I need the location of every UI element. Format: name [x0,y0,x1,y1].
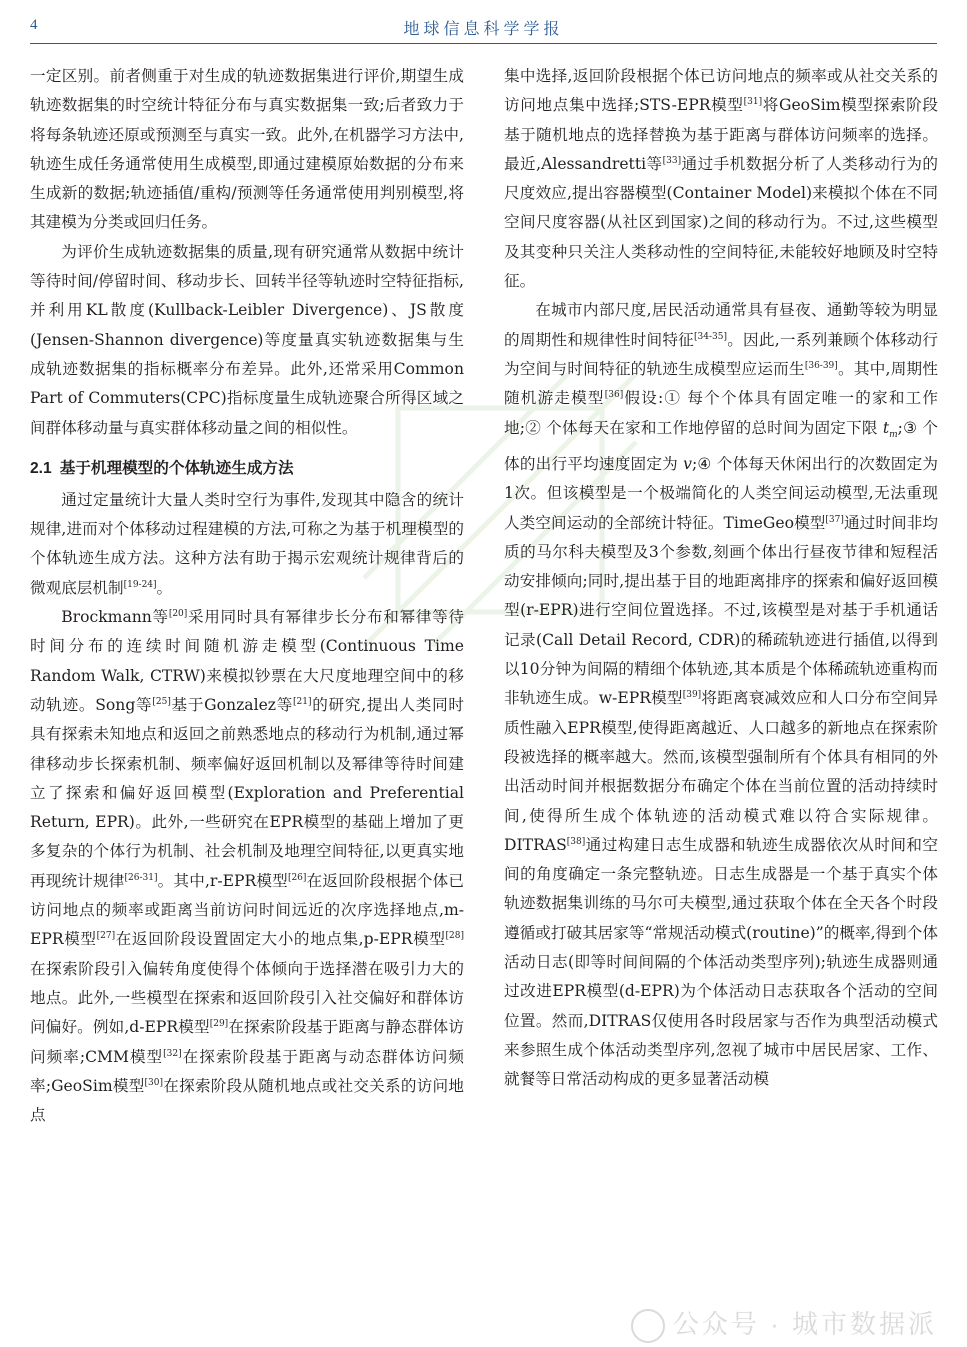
citation-ref[interactable]: [27] [96,931,116,942]
left-column [30,62,464,1130]
paragraph-epr-models: Brockmann等[20]采用同时具有幂律步长分布和幂律等待时间分布的连续时间随机游走模型(Continuous Time Random Walk, CTRW)来模拟钞票在大尺度地理空间中的移动轨迹。Song等[25]基于Gonzalez等[21]的研究,提出人类同时具有探索未知地点和返回之前熟悉地点的移动行为机制,通过幂律移动步长探索机制、频率偏好返回机制以及幂律等待时间建立了探索和偏好返回模型(Exploration and Preferential Return, EPR)。此外,一些研究在EPR模型的基础上增加了更多复杂的个体行为机制、社会机制及地理空间特征,以更真实地再现统计规律[26-31]。其中,r-EPR模型[26]在返回阶段根据个体已访问地点的频率或距离当前访问时间远近的次序选择地点,m-EPR模型[27]在返回阶段设置固定大小的地点集,p-EPR模型[28]在探索阶段引入偏转角度使得个体倾向于选择潜在吸引力大的地点。此外,一些模型在探索和返回阶段引入社交偏好和群体访问偏好。例如,d-EPR模型[29]在探索阶段基于距离与静态群体访问频率;CMM模型[32]在探索阶段基于距离与动态群体访问频率;GeoSim模型[30]在探索阶段从随机地点或社交关系的访问地点 [30,608,464,1125]
wechat-watermark [631,1304,937,1343]
watermark-logo-icon [631,1309,665,1343]
math-variable: $t_m$ [882,418,898,440]
journal-title: 地球信息科学学报 [403,19,564,38]
citation-ref[interactable]: [36-39] [804,360,838,371]
header-rule [30,43,937,44]
citation-ref[interactable]: [29] [209,1019,229,1030]
page-header [30,14,937,44]
citation-ref[interactable]: [30] [144,1077,164,1088]
citation-ref[interactable]: [25] [152,696,171,707]
page-number: 4 [30,17,38,33]
math-variable: v [683,454,692,473]
citation-ref[interactable]: [21] [293,696,312,707]
right-column [504,62,938,1095]
citation-ref[interactable]: [39] [682,690,702,701]
citation-ref[interactable]: [37] [825,514,844,525]
paragraph-mechanism-intro: 通过定量统计大量人类时空行为事件,发现其中隐含的统计规律,进而对个体移动过程建模的方法,可称之为基于机理模型的个体轨迹生成方法。这种方法有助于揭示宏观统计规律背后的微观底层机制[19-24]。 [30,490,464,597]
paragraph-urban-scale-models: 在城市内部尺度,居民活动通常具有昼夜、通勤等较为明显的周期性和规律性时间特征[34-35]。因此,一系列兼顾个体移动行为空间与时间特征的轨迹生成模型应运而生[36-39]。其中,周期性随机游走模型[36]假设:① 每个个体具有固定唯一的家和工作地;② 个体每天在家和工作地停留的总时间为固定下限 $t_m;③$ 个体的出行平均速度固定为 v;④ 个体每天休闲出行的次数固定为1次。但该模型是一个极端简化的人类空间运动模型,无法重现人类空间运动的全部统计特征。TimeGeo模型[37]通过时间非均质的马尔科夫模型及3个参数,刻画个体出行昼夜节律和短程活动安排倾向;同时,提出基于目的地距离排序的探索和偏好返回模型(r-EPR)进行空间位置选择。不过,该模型是对基于手机通话记录(Call Detail Record, CDR)的稀疏轨迹进行插值,以得到以10分钟为间隔的精细个体轨迹,其本质是个体稀疏轨迹重构而非轨迹生成。w-EPR模型[39]将距离衰减效应和人口分布空间异质性融入EPR模型,使得距离越近、人口越多的新地点在探索阶段被选择的概率越大。然而,该模型强制所有个体具有相同的外出活动时间并根据数据分布确定个体在当前位置的活动持续时间,使得所生成个体轨迹的活动模式难以符合实际规律。DITRAS[38]通过构建日志生成器和轨迹生成器依次从时间和空间的角度确定一条完整轨迹。日志生成器是一个基于真实个体轨迹数据集训练的马尔可夫模型,通过获取个体在全天各个时段遵循或打破其居家等“常规活动模式(routine)”的概率,得到个体活动日志(即等时间间隔的个体活动类型序列);轨迹生成器则通过改进EPR模型(d-EPR)为个体活动日志获取各个活动的空间位置。然而,DITRAS仅使用各时段居家与否作为典型活动模式来参照生成个体活动类型序列,忽视了城市中居民居家、工作、就餐等日常活动构成的更多显著活动模 [504,301,938,1089]
section-heading [30,453,464,483]
citation-ref[interactable]: [28] [445,931,464,942]
citation-ref[interactable]: [31] [743,97,763,108]
paragraph-evaluation-intro: 一定区别。前者侧重于对生成的轨迹数据集进行评价,期望生成轨迹数据集的时空统计特征分布与真实数据集一致;后者致力于将每条轨迹还原或预测至与真实一致。此外,在机器学习方法中,轨迹生成任务通常使用生成模型,即通过建模原始数据的分布来生成新的数据;轨迹插值/重构/预测等任务通常使用判别模型,将其建模为分类或回归任务。 [30,67,464,232]
citation-ref[interactable]: [26] [287,872,307,883]
citation-ref[interactable]: [20] [168,609,188,620]
citation-ref[interactable]: [32] [163,1048,182,1059]
section-number: 2.1 [30,459,52,477]
paragraph-evaluation-metrics: 为评价生成轨迹数据集的质量,现有研究通常从数据中统计等待时间/停留时间、移动步长、回转半径等轨迹时空特征指标,并利用KL散度(Kullback-Leibler Divergence)、JS散度(Jensen-Shannon divergence)等度量真实轨迹数据集与生成轨迹数据集的指标概率分布差异。此外,还常采用Common Part of Commuters(CPC)指标度量生成轨迹聚合所得区域之间群体移动量与真实群体移动量之间的相似性。 [30,242,464,437]
citation-ref[interactable]: [26-31] [124,872,158,883]
watermark-text: 公众号 · 城市数据派 [672,1308,937,1339]
citation-ref[interactable]: [19-24] [123,579,157,590]
section-title: 基于机理模型的个体轨迹生成方法 [59,457,294,477]
paragraph-epr-continued: 集中选择,返回阶段根据个体已访问地点的频率或从社交关系的访问地点集中选择;STS-EPR模型[31]将GeoSim模型探索阶段基于随机地点的选择替换为基于距离与群体访问频率的选择。最近,Alessandretti等[33]通过手机数据分析了人类移动行为的尺度效应,提出容器模型(Container Model)来模拟个体在不同空间尺度容器(从社区到国家)之间的移动行为。不过,这些模型及其变种只关注人类移动性的空间特征,未能较好地顾及时空特征。 [504,67,939,291]
citation-ref[interactable]: [38] [566,836,586,847]
citation-ref[interactable]: [33] [662,155,682,166]
citation-ref[interactable]: [36] [604,390,624,401]
citation-ref[interactable]: [34-35] [694,331,727,342]
